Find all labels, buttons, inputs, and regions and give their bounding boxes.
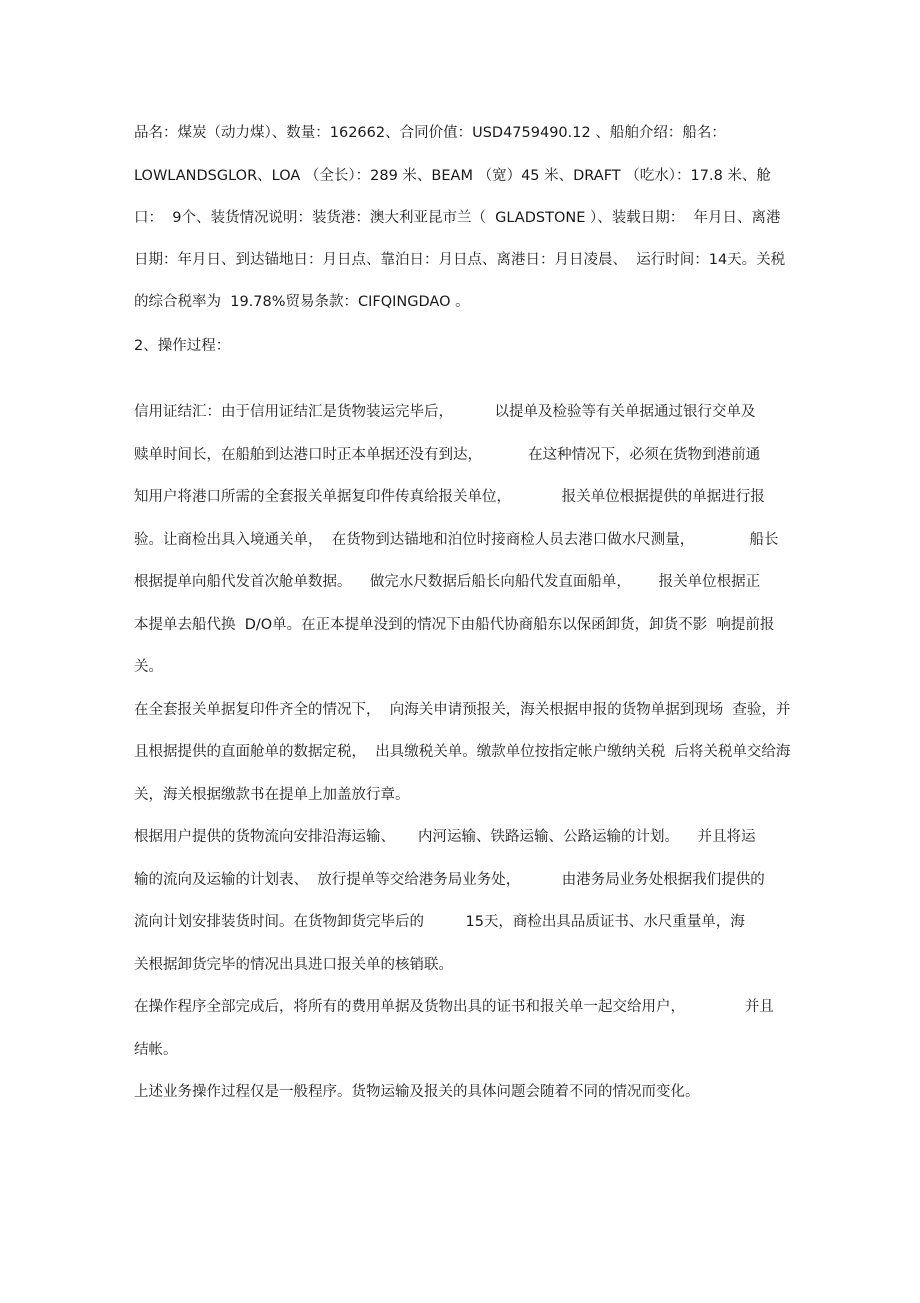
section-heading: 2、操作过程： <box>134 338 231 354</box>
text-line: 且根据提供的直面舱单的数据定税， 出具缴税关单。缴款单位按指定帐户缴纳关税 后将关税单交给海 <box>134 744 791 760</box>
text-line: 流向计划安排装货时间。在货物卸货完毕后的 15天，商检出具品质证书、水尺重量单，海 <box>134 914 745 930</box>
text-line: 在操作程序全部完成后，将所有的费用单据及货物出具的证书和报关单一起交给用户， 并且 <box>134 999 774 1015</box>
text-line: 根据提单向船代发首次舱单数据。 做完水尺数据后船长向船代发直面船单， 报关单位根据正 <box>134 574 761 590</box>
text-line: 上述业务操作过程仅是一般程序。货物运输及报关的具体问题会随着不同的情况而变化。 <box>134 1084 700 1100</box>
text-line: 口： 9个、装货情况说明：装货港：澳大利亚昆市兰（ GLADSTONE ）、装载日期： 年月日、离港 <box>134 210 781 226</box>
text-line: 关。 <box>134 659 163 675</box>
text-line: 根据用户提供的货物流向安排沿海运输、 内河运输、铁路运输、公路运输的计划。 并且将运 <box>134 829 756 845</box>
text-line: 输的流向及运输的计划表、 放行提单等交给港务局业务处， 由港务局业务处根据我们提供的 <box>134 872 765 888</box>
text-line: 的综合税率为 19.78%贸易条款：CIFQINGDAO 。 <box>134 294 470 310</box>
text-line: 本提单去船代换 D/O单。在正本提单没到的情况下由船代协商船东以保函卸货，卸货不影 响提前报 <box>134 617 775 633</box>
text-line: 关根据卸货完毕的情况出具进口报关单的核销联。 <box>134 957 453 973</box>
text-line: 验。让商检出具入境通关单， 在货物到达锚地和泊位时接商检人员去港口做水尺测量， 船长 <box>134 532 779 548</box>
text-line: 结帐。 <box>134 1042 178 1058</box>
text-line: LOWLANDSGLOR、LOA （全长）：289 米、BEAM （宽）45 米、DRAFT （吃水）：17.8 米、舱 <box>134 168 771 184</box>
text-line: 知用户将港口所需的全套报关单据复印件传真给报关单位， 报关单位根据提供的单据进行报 <box>134 489 765 505</box>
text-line: 信用证结汇：由于信用证结汇是货物装运完毕后， 以提单及检验等有关单据通过银行交单及 <box>134 404 756 420</box>
text-line: 日期：年月日、到达锚地日：月日点、靠泊日：月日点、离港日：月日凌晨、 运行时间：14天。关税 <box>134 252 786 268</box>
text-line: 在全套报关单据复印件齐全的情况下， 向海关申请预报关，海关根据申报的货物单据到现场 查验，并 <box>134 702 791 718</box>
text-line: 赎单时间长，在船舶到达港口时正本单据还没有到达， 在这种情况下，必须在货物到港前通 <box>134 447 761 463</box>
text-line: 品名：煤炭（动力煤）、数量：162662、合同价值：USD4759490.12 、船舶介绍：船名： <box>134 125 726 141</box>
text-line: 关，海关根据缴款书在提单上加盖放行章。 <box>134 787 410 803</box>
